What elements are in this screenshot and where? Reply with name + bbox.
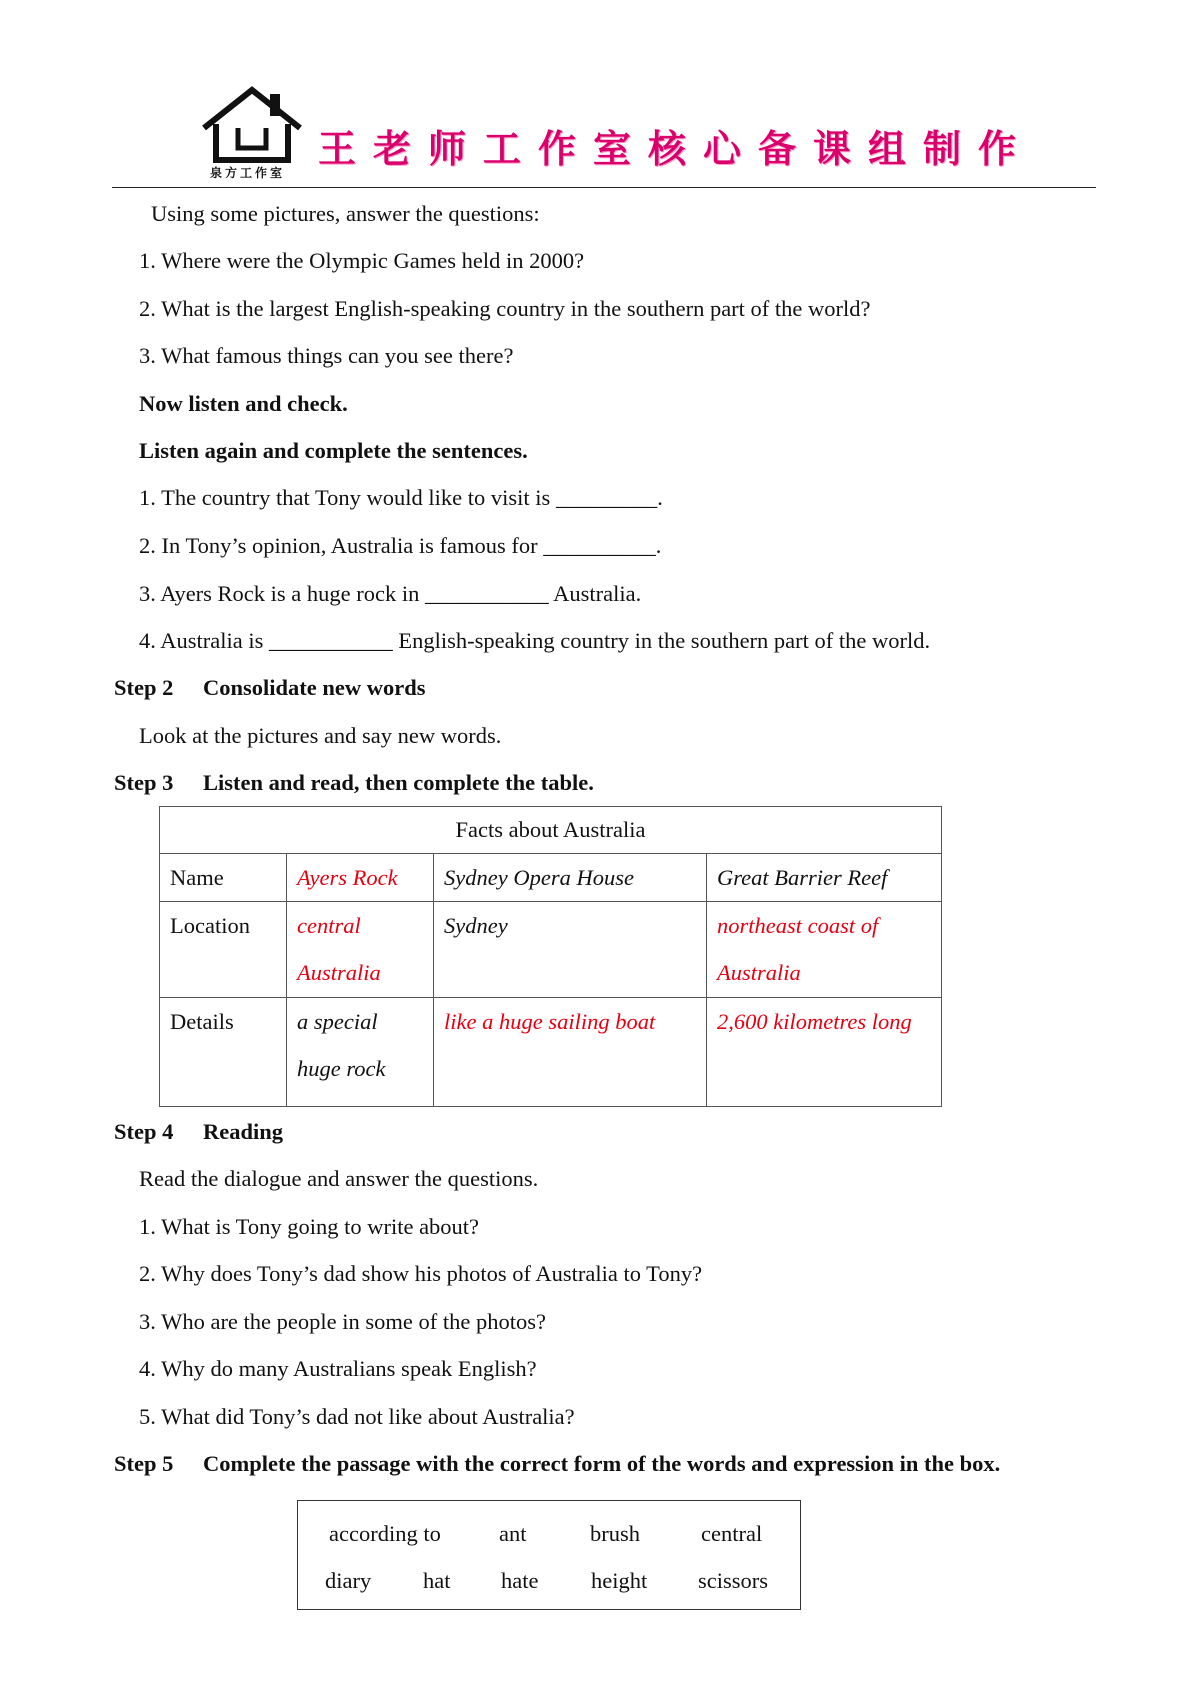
step2-instruction: Look at the pictures and say new words. xyxy=(139,723,502,748)
step4-number: Step 4 xyxy=(114,1119,174,1144)
word-item: height xyxy=(591,1568,648,1593)
word-item: according to xyxy=(329,1521,441,1546)
word-item: hate xyxy=(501,1568,539,1593)
details-ayers-line2: huge rock xyxy=(297,1056,386,1081)
fill-sentence: 4. Australia is ___________ English-speaking country in the southern part of the world. xyxy=(139,628,931,653)
details-barrier-reef: 2,600 kilometres long xyxy=(707,998,942,1107)
name-barrier-reef: Great Barrier Reef xyxy=(707,854,942,902)
step4-instruction: Read the dialogue and answer the questions. xyxy=(139,1166,539,1191)
word-box xyxy=(297,1500,801,1610)
location-opera-house: Sydney xyxy=(434,902,707,998)
fill-sentence: 3. Ayers Rock is a huge rock in ___________ Australia. xyxy=(139,581,642,606)
header-divider xyxy=(112,187,1096,188)
intro-question: 1. Where were the Olympic Games held in 2000? xyxy=(139,248,585,273)
intro-question: 2. What is the largest English-speaking country in the southern part of the world? xyxy=(139,296,871,321)
reading-question: 2. Why does Tony’s dad show his photos of Australia to Tony? xyxy=(139,1261,703,1286)
word-item: scissors xyxy=(698,1568,769,1593)
intro-instruction: Using some pictures, answer the questions: xyxy=(151,201,540,226)
reading-question: 1. What is Tony going to write about? xyxy=(139,1214,480,1239)
location-reef-line2: Australia xyxy=(717,960,801,985)
studio-banner xyxy=(318,118,1034,174)
location-barrier-reef xyxy=(707,902,942,998)
location-ayers-rock-line2: Australia xyxy=(297,960,381,985)
details-ayers-line1: a special xyxy=(297,1009,378,1034)
fill-sentence: 2. In Tony’s opinion, Australia is famous for __________. xyxy=(139,533,662,558)
banner-text: 王老师工作室核心备课组制作 xyxy=(318,127,1034,171)
step2-number: Step 2 xyxy=(114,675,174,700)
step2-title: Consolidate new words xyxy=(203,675,426,700)
step4-title: Reading xyxy=(203,1119,284,1144)
location-reef-line1: northeast coast of xyxy=(717,913,879,938)
facts-table xyxy=(159,806,942,1107)
step5-number: Step 5 xyxy=(114,1451,174,1476)
fill-sentence: 1. The country that Tony would like to visit is _________. xyxy=(139,485,663,510)
step3-number: Step 3 xyxy=(114,770,174,795)
row-label-details: Details xyxy=(160,998,287,1107)
intro-question: 3. What famous things can you see there? xyxy=(139,343,514,368)
word-item: hat xyxy=(423,1568,451,1593)
word-item: ant xyxy=(499,1521,527,1546)
table-caption: Facts about Australia xyxy=(160,807,942,854)
house-logo-icon xyxy=(196,84,306,180)
logo-caption: 泉方工作室 xyxy=(210,166,286,180)
row-label-name: Name xyxy=(160,854,287,902)
name-ayers-rock: Ayers Rock xyxy=(287,854,434,902)
details-ayers-rock xyxy=(287,998,434,1107)
word-item: central xyxy=(701,1521,763,1546)
reading-question: 3. Who are the people in some of the photos? xyxy=(139,1309,546,1334)
location-ayers-rock-line1: central xyxy=(297,913,361,938)
name-opera-house: Sydney Opera House xyxy=(434,854,707,902)
word-item: brush xyxy=(590,1521,640,1546)
listen-again-heading: Listen again and complete the sentences. xyxy=(139,438,528,463)
word-item: diary xyxy=(325,1568,372,1593)
reading-question: 4. Why do many Australians speak English? xyxy=(139,1356,537,1381)
reading-question: 5. What did Tony’s dad not like about Australia? xyxy=(139,1404,575,1429)
step5-title: Complete the passage with the correct form of the words and expression in the box. xyxy=(203,1451,1001,1476)
location-ayers-rock xyxy=(287,902,434,998)
listen-check-heading: Now listen and check. xyxy=(139,391,348,416)
step3-title: Listen and read, then complete the table. xyxy=(203,770,594,795)
details-opera-house: like a huge sailing boat xyxy=(434,998,707,1107)
row-label-location: Location xyxy=(160,902,287,998)
